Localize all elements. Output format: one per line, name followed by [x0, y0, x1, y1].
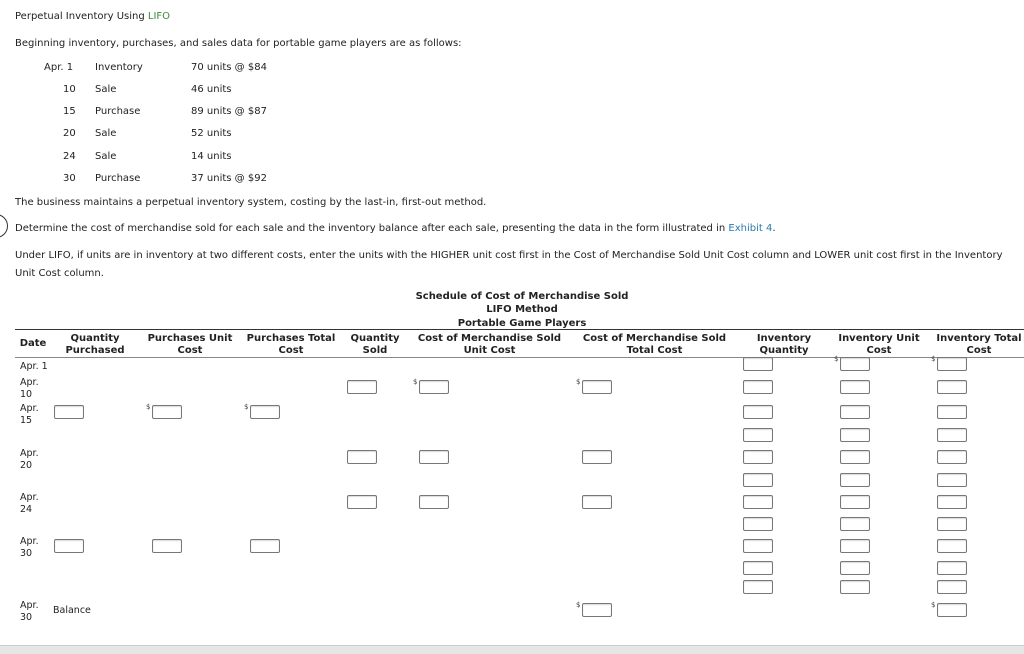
- txn-type: Inventory: [95, 62, 143, 73]
- row-date-apr15-day: 15: [20, 415, 33, 426]
- col-cms-unit: [417, 333, 562, 357]
- inv-total-cost-input[interactable]: [937, 561, 967, 575]
- header-bottom-rule: [15, 357, 1024, 358]
- col-cms-unit-l2: Unit Cost: [463, 345, 516, 356]
- inv-total-cost-input[interactable]: [937, 473, 967, 487]
- schedule-method: LIFO Method: [486, 304, 558, 315]
- exhibit-4-link[interactable]: Exhibit 4: [728, 223, 773, 234]
- title-text: Perpetual Inventory Using: [15, 11, 148, 22]
- schedule-product: Portable Game Players: [457, 318, 587, 329]
- col-purch-unit: [145, 333, 235, 357]
- inv-unit-cost-input[interactable]: [840, 495, 870, 509]
- row-date-apr20-month: Apr.: [20, 448, 39, 459]
- inv-total-cost-input[interactable]: [937, 580, 967, 594]
- inv-qty-input[interactable]: [743, 380, 773, 394]
- inv-unit-cost-input[interactable]: [840, 380, 870, 394]
- dollar-sign: $: [244, 403, 249, 411]
- col-inv-total: [934, 333, 1024, 357]
- dollar-sign: $: [576, 601, 581, 609]
- col-inv-unit-l1: Inventory Unit: [838, 333, 920, 344]
- cms-total-cost-input[interactable]: [582, 450, 612, 464]
- purch-total-cost-input[interactable]: [250, 539, 280, 553]
- header-top-rule: [15, 329, 1024, 330]
- txn-detail: 89 units @ $87: [191, 106, 267, 117]
- qty-purchased-input[interactable]: [54, 405, 84, 419]
- row-date-apr10-month: Apr.: [20, 377, 39, 388]
- qty-sold-input[interactable]: [347, 450, 377, 464]
- lifo-link[interactable]: LIFO: [147, 11, 171, 22]
- row-date-apr15-month: Apr.: [20, 403, 39, 414]
- inv-unit-cost-input[interactable]: [840, 539, 870, 553]
- inv-total-cost-input[interactable]: [937, 539, 967, 553]
- cms-total-balance-input[interactable]: [582, 603, 612, 617]
- cms-total-cost-input[interactable]: [582, 380, 612, 394]
- inv-total-balance-input[interactable]: [937, 603, 967, 617]
- row-date-apr1: Apr. 1: [20, 361, 48, 372]
- purch-total-cost-input[interactable]: [250, 405, 280, 419]
- question-marker-icon: [0, 214, 8, 238]
- col-date: Date: [19, 338, 47, 349]
- inv-qty-input[interactable]: [743, 473, 773, 487]
- dollar-sign: $: [931, 355, 936, 363]
- col-qty-purchased-l2: Purchased: [65, 345, 125, 356]
- qty-sold-input[interactable]: [347, 380, 377, 394]
- inv-unit-cost-input[interactable]: [840, 357, 870, 371]
- txn-detail: 14 units: [191, 151, 232, 162]
- dollar-sign: $: [834, 355, 839, 363]
- cms-total-cost-input[interactable]: [582, 495, 612, 509]
- row-date-apr24-month: Apr.: [20, 492, 39, 503]
- inv-total-cost-input[interactable]: [937, 450, 967, 464]
- instruction-prefix: Determine the cost of merchandise sold for each sale and the inventory balance after each sale, presenting the data in the form illustrated in: [15, 223, 729, 234]
- method-note: The business maintains a perpetual inventory system, costing by the last-in, first-out method.: [15, 197, 487, 208]
- row-date-balance-month: Apr.: [20, 600, 39, 611]
- txn-type: Purchase: [95, 106, 141, 117]
- qty-purchased-input[interactable]: [54, 539, 84, 553]
- txn-date: Apr. 1: [44, 62, 74, 73]
- col-qty-sold: [345, 333, 405, 357]
- col-qty-sold-l2: Sold: [362, 345, 388, 356]
- row-date-apr10-day: 10: [20, 389, 33, 400]
- inv-qty-input[interactable]: [743, 450, 773, 464]
- inv-total-cost-input[interactable]: [937, 380, 967, 394]
- purch-unit-cost-input[interactable]: [152, 539, 182, 553]
- col-purch-total-l2: Cost: [278, 345, 304, 356]
- instruction-suffix: .: [772, 223, 776, 234]
- col-purch-unit-l2: Cost: [177, 345, 203, 356]
- row-date-balance-day: 30: [20, 612, 33, 623]
- col-purch-total-l1: Purchases Total: [246, 333, 336, 344]
- schedule-title: Schedule of Cost of Merchandise Sold: [415, 291, 629, 302]
- col-cms-total: [582, 333, 727, 357]
- col-inv-total-l2: Cost: [966, 345, 992, 356]
- dollar-sign: $: [146, 403, 151, 411]
- inv-total-cost-input[interactable]: [937, 495, 967, 509]
- dollar-sign: $: [931, 601, 936, 609]
- col-inv-qty-l1: Inventory: [756, 333, 812, 344]
- cms-unit-cost-input[interactable]: [419, 380, 449, 394]
- txn-type: Sale: [95, 84, 117, 95]
- col-qty-purchased-l1: Quantity: [70, 333, 120, 344]
- inv-total-cost-input[interactable]: [937, 357, 967, 371]
- inv-qty-input[interactable]: [743, 517, 773, 531]
- txn-type: Sale: [95, 128, 117, 139]
- txn-detail: 70 units @ $84: [191, 62, 267, 73]
- row-date-apr20-day: 20: [20, 460, 33, 471]
- inv-unit-cost-input[interactable]: [840, 517, 870, 531]
- inv-unit-cost-input[interactable]: [840, 473, 870, 487]
- txn-type: Sale: [95, 151, 117, 162]
- inv-unit-cost-input[interactable]: [840, 561, 870, 575]
- cms-unit-cost-input[interactable]: [419, 495, 449, 509]
- inv-total-cost-input[interactable]: [937, 405, 967, 419]
- inv-qty-input[interactable]: [743, 405, 773, 419]
- cms-unit-cost-input[interactable]: [419, 450, 449, 464]
- inv-unit-cost-input[interactable]: [840, 580, 870, 594]
- col-inv-unit-l2: Cost: [866, 345, 892, 356]
- col-cms-total-l2: Total Cost: [626, 345, 683, 356]
- dollar-sign: $: [576, 378, 581, 386]
- row-date-apr24-day: 24: [20, 504, 33, 515]
- inv-qty-input[interactable]: [743, 357, 773, 371]
- balance-label: Balance: [53, 605, 91, 616]
- col-purch-unit-l1: Purchases Unit: [147, 333, 233, 344]
- dollar-sign: $: [413, 378, 418, 386]
- row-date-apr30-day: 30: [20, 548, 33, 559]
- inv-qty-input[interactable]: [743, 539, 773, 553]
- purch-unit-cost-input[interactable]: [152, 405, 182, 419]
- inv-unit-cost-input[interactable]: [840, 450, 870, 464]
- row-date-apr30-month: Apr.: [20, 536, 39, 547]
- txn-date: 10: [63, 84, 76, 95]
- txn-type: Purchase: [95, 173, 141, 184]
- txn-date: 15: [63, 106, 76, 117]
- problem-title: [15, 11, 170, 22]
- col-cms-total-l1: Cost of Merchandise Sold: [582, 333, 727, 344]
- inv-total-cost-input[interactable]: [937, 517, 967, 531]
- txn-date: 30: [63, 173, 76, 184]
- col-purch-total: [245, 333, 337, 357]
- txn-detail: 52 units: [191, 128, 232, 139]
- inv-qty-input[interactable]: [743, 561, 773, 575]
- lifo-note-line1: Under LIFO, if units are in inventory at two different costs, enter the units with the HIGHER unit cost first in the Cost of Merchandise Sold Unit Cost column and LOWER unit cost first in the Inventory: [15, 250, 1003, 261]
- col-inv-qty-l2: Quantity: [759, 345, 809, 356]
- col-cms-unit-l1: Cost of Merchandise Sold: [417, 333, 562, 344]
- inv-qty-input[interactable]: [743, 428, 773, 442]
- inv-unit-cost-input[interactable]: [840, 405, 870, 419]
- inv-qty-input[interactable]: [743, 580, 773, 594]
- col-qty-purchased: [55, 333, 135, 357]
- col-inv-unit: [835, 333, 923, 357]
- qty-sold-input[interactable]: [347, 495, 377, 509]
- col-inv-qty: [744, 333, 824, 357]
- inv-total-cost-input[interactable]: [937, 428, 967, 442]
- lifo-note-line2: Unit Cost column.: [15, 268, 104, 279]
- inv-unit-cost-input[interactable]: [840, 428, 870, 442]
- txn-date: 24: [63, 151, 76, 162]
- instruction-text: [15, 223, 776, 234]
- txn-date: 20: [63, 128, 76, 139]
- intro-text: Beginning inventory, purchases, and sales data for portable game players are as follows:: [15, 38, 462, 49]
- col-inv-total-l1: Inventory Total: [936, 333, 1022, 344]
- txn-detail: 37 units @ $92: [191, 173, 267, 184]
- inv-qty-input[interactable]: [743, 495, 773, 509]
- txn-detail: 46 units: [191, 84, 232, 95]
- col-qty-sold-l1: Quantity: [350, 333, 400, 344]
